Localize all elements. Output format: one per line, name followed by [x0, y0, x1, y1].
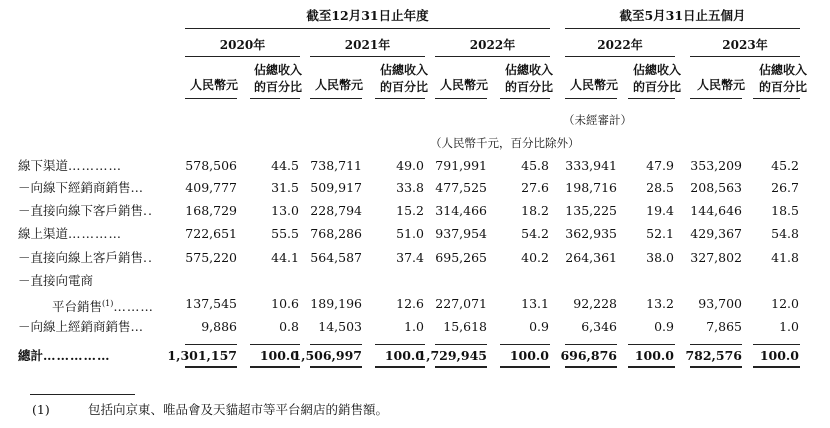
cell-percent: 54.8	[771, 226, 799, 241]
subheader-rule	[310, 98, 362, 99]
year-rule	[435, 56, 550, 57]
year-header-2022-5m: 2022年	[597, 38, 643, 52]
cell-percent: 27.6	[521, 180, 549, 195]
col-header-rmb: 人民幣元	[697, 78, 746, 92]
cell-amount: 782,576	[685, 348, 742, 363]
cell-amount: 353,209	[690, 158, 742, 173]
cell-percent: 13.0	[271, 203, 299, 218]
year-rule	[310, 56, 425, 57]
cell-amount: 189,196	[310, 296, 362, 311]
row-label-text: 線下渠道	[18, 158, 69, 173]
cell-percent: 31.5	[271, 180, 299, 195]
cell-percent: 18.5	[771, 203, 799, 218]
cell-amount: 509,917	[310, 180, 362, 195]
cell-percent: 0.9	[529, 319, 549, 334]
total-rule-top	[690, 344, 742, 345]
leader-dots: ………	[113, 299, 154, 315]
row-online-direct-label	[18, 250, 153, 266]
row-total-label	[18, 348, 111, 364]
cell-percent: 45.8	[521, 158, 549, 173]
cell-amount: 137,545	[185, 296, 237, 311]
row-offline-direct-label	[18, 203, 153, 219]
row-label-text: －直接向線上客戶銷售	[18, 250, 144, 265]
total-rule-bottom	[250, 366, 300, 368]
cell-amount: 9,886	[201, 319, 237, 334]
total-rule-bottom	[375, 366, 425, 368]
footnote-marker: (1)	[32, 402, 50, 417]
year-rule	[185, 56, 300, 57]
subheader-rule	[565, 98, 617, 99]
cell-amount: 135,225	[565, 203, 617, 218]
total-rule-bottom	[310, 366, 362, 368]
unaudited-note: （未經審計）	[563, 113, 632, 127]
total-rule-top	[435, 344, 487, 345]
cell-amount: 575,220	[185, 250, 237, 265]
total-rule-bottom	[753, 366, 800, 368]
row-ecommerce-platform-label	[18, 273, 93, 289]
total-rule-bottom	[500, 366, 550, 368]
row-label-text: 平台銷售	[52, 299, 103, 315]
cell-percent: 0.8	[279, 319, 299, 334]
cell-amount: 93,700	[698, 296, 742, 311]
row-offline-channel-label	[18, 158, 122, 174]
row-online-channel-label	[18, 226, 122, 242]
year-header-2023-5m: 2023年	[722, 38, 768, 52]
row-offline-distributors-label	[18, 180, 144, 196]
group-rule-five-months	[565, 28, 800, 29]
cell-percent: 18.2	[521, 203, 549, 218]
cell-amount: 14,503	[318, 319, 362, 334]
cell-amount: 92,228	[573, 296, 617, 311]
col-header-pct-line2: 的百分比	[380, 80, 429, 94]
cell-percent: 44.1	[271, 250, 299, 265]
col-header-rmb: 人民幣元	[190, 78, 239, 92]
cell-percent: 13.2	[646, 296, 674, 311]
footnote-reference: (1)	[102, 299, 114, 308]
cell-percent: 38.0	[646, 250, 674, 265]
col-header-pct-line1: 佔總收入	[380, 63, 429, 77]
footnote-text: 包括向京東、唯品會及天貓超市等平台網店的銷售額。	[88, 402, 389, 417]
total-rule-bottom	[185, 366, 237, 368]
subheader-rule	[250, 98, 300, 99]
cell-amount: 228,794	[310, 203, 362, 218]
cell-amount: 695,265	[435, 250, 487, 265]
cell-percent: 52.1	[646, 226, 674, 241]
total-rule-top	[185, 344, 237, 345]
cell-amount: 1,729,945	[417, 348, 487, 363]
total-rule-top	[565, 344, 617, 345]
cell-amount: 429,367	[690, 226, 742, 241]
col-header-rmb: 人民幣元	[315, 78, 364, 92]
cell-percent: 51.0	[396, 226, 424, 241]
cell-amount: 7,865	[706, 319, 742, 334]
cell-amount: 791,991	[435, 158, 487, 173]
col-header-pct-line1: 佔總收入	[254, 63, 303, 77]
cell-amount: 1,506,997	[292, 348, 362, 363]
cell-amount: 327,802	[690, 250, 742, 265]
col-header-pct-line2: 的百分比	[254, 80, 303, 94]
cell-percent: 41.8	[771, 250, 799, 265]
group-header-annual: 截至12月31日止年度	[306, 8, 429, 23]
cell-percent: 37.4	[396, 250, 424, 265]
cell-amount: 409,777	[185, 180, 237, 195]
subheader-rule	[185, 98, 237, 99]
row-label-text: 線上渠道	[18, 226, 69, 241]
subheader-rule	[690, 98, 742, 99]
subheader-rule	[628, 98, 675, 99]
cell-amount: 722,651	[185, 226, 237, 241]
cell-percent: 15.2	[396, 203, 424, 218]
leader-dots: …	[130, 180, 145, 195]
cell-percent: 28.5	[646, 180, 674, 195]
total-rule-bottom	[628, 366, 675, 368]
cell-amount: 198,716	[565, 180, 617, 195]
cell-amount: 937,954	[435, 226, 487, 241]
year-header-2020: 2020年	[219, 38, 266, 52]
total-rule-bottom	[565, 366, 617, 368]
row-label-text: －直接向電商	[18, 273, 94, 288]
year-rule	[690, 56, 800, 57]
subheader-rule	[435, 98, 487, 99]
cell-amount: 144,646	[690, 203, 742, 218]
cell-amount: 578,506	[185, 158, 237, 173]
footnote-rule	[30, 394, 135, 395]
col-header-pct-line2: 的百分比	[759, 80, 808, 94]
cell-percent: 12.0	[771, 296, 799, 311]
col-header-pct-line2: 的百分比	[633, 80, 682, 94]
cell-percent: 44.5	[271, 158, 299, 173]
leader-dots: ..	[143, 250, 153, 265]
cell-amount: 768,286	[310, 226, 362, 241]
col-header-rmb: 人民幣元	[440, 78, 489, 92]
unit-note: （人民幣千元，百分比除外）	[430, 136, 580, 150]
total-rule-top	[375, 344, 425, 345]
leader-dots: …………	[68, 158, 123, 173]
cell-percent: 13.1	[521, 296, 549, 311]
row-ecommerce-platform-cont-label	[52, 296, 154, 315]
cell-amount: 227,071	[435, 296, 487, 311]
group-rule-annual	[185, 28, 550, 29]
cell-amount: 15,618	[443, 319, 487, 334]
cell-amount: 696,876	[560, 348, 617, 363]
cell-percent: 10.6	[271, 296, 299, 311]
cell-percent: 100.0	[509, 348, 549, 363]
cell-percent: 40.2	[521, 250, 549, 265]
cell-amount: 208,563	[690, 180, 742, 195]
row-label-text: －向線上經銷商銷售	[18, 319, 131, 334]
leader-dots: …	[130, 319, 145, 334]
leader-dots: …………	[68, 226, 123, 241]
cell-amount: 362,935	[565, 226, 617, 241]
cell-percent: 49.0	[396, 158, 424, 173]
cell-percent: 1.0	[404, 319, 424, 334]
year-header-2022: 2022年	[469, 38, 516, 52]
row-online-distributors-label	[18, 319, 144, 335]
subheader-rule	[500, 98, 550, 99]
cell-amount: 264,361	[565, 250, 617, 265]
row-label-text: －向線下經銷商銷售	[18, 180, 131, 195]
cell-amount: 1,301,157	[167, 348, 237, 363]
cell-percent: 1.0	[779, 319, 799, 334]
cell-percent: 12.6	[396, 296, 424, 311]
cell-percent: 47.9	[646, 158, 674, 173]
col-header-pct-line2: 的百分比	[505, 80, 554, 94]
cell-percent: 100.0	[759, 348, 799, 363]
total-rule-bottom	[435, 366, 487, 368]
col-header-rmb: 人民幣元	[570, 78, 619, 92]
subheader-rule	[375, 98, 425, 99]
cell-percent: 100.0	[634, 348, 674, 363]
cell-percent: 0.9	[654, 319, 674, 334]
row-label-text: －直接向線下客戶銷售	[18, 203, 144, 218]
year-rule	[565, 56, 675, 57]
cell-percent: 100.0	[259, 348, 299, 363]
cell-amount: 564,587	[310, 250, 362, 265]
col-header-pct-line1: 佔總收入	[505, 63, 554, 77]
cell-amount: 168,729	[185, 203, 237, 218]
subheader-rule	[753, 98, 800, 99]
cell-amount: 738,711	[310, 158, 362, 173]
cell-percent: 19.4	[646, 203, 674, 218]
total-rule-top	[628, 344, 675, 345]
total-rule-bottom	[690, 366, 742, 368]
col-header-pct-line1: 佔總收入	[633, 63, 682, 77]
total-rule-top	[310, 344, 362, 345]
group-header-five-months: 截至5月31日止五個月	[619, 8, 746, 23]
cell-percent: 100.0	[384, 348, 424, 363]
cell-amount: 333,941	[565, 158, 617, 173]
total-rule-top	[250, 344, 300, 345]
year-header-2021: 2021年	[344, 38, 391, 52]
cell-amount: 6,346	[581, 319, 617, 334]
cell-amount: 314,466	[435, 203, 487, 218]
col-header-pct-line1: 佔總收入	[759, 63, 808, 77]
cell-percent: 54.2	[521, 226, 549, 241]
cell-percent: 26.7	[771, 180, 799, 195]
cell-percent: 33.8	[396, 180, 424, 195]
leader-dots: ……………	[43, 348, 111, 363]
row-label-text: 總計	[18, 348, 44, 363]
total-rule-top	[753, 344, 800, 345]
total-rule-top	[500, 344, 550, 345]
cell-percent: 55.5	[271, 226, 299, 241]
cell-amount: 477,525	[435, 180, 487, 195]
leader-dots: ..	[143, 203, 153, 218]
cell-percent: 45.2	[771, 158, 799, 173]
